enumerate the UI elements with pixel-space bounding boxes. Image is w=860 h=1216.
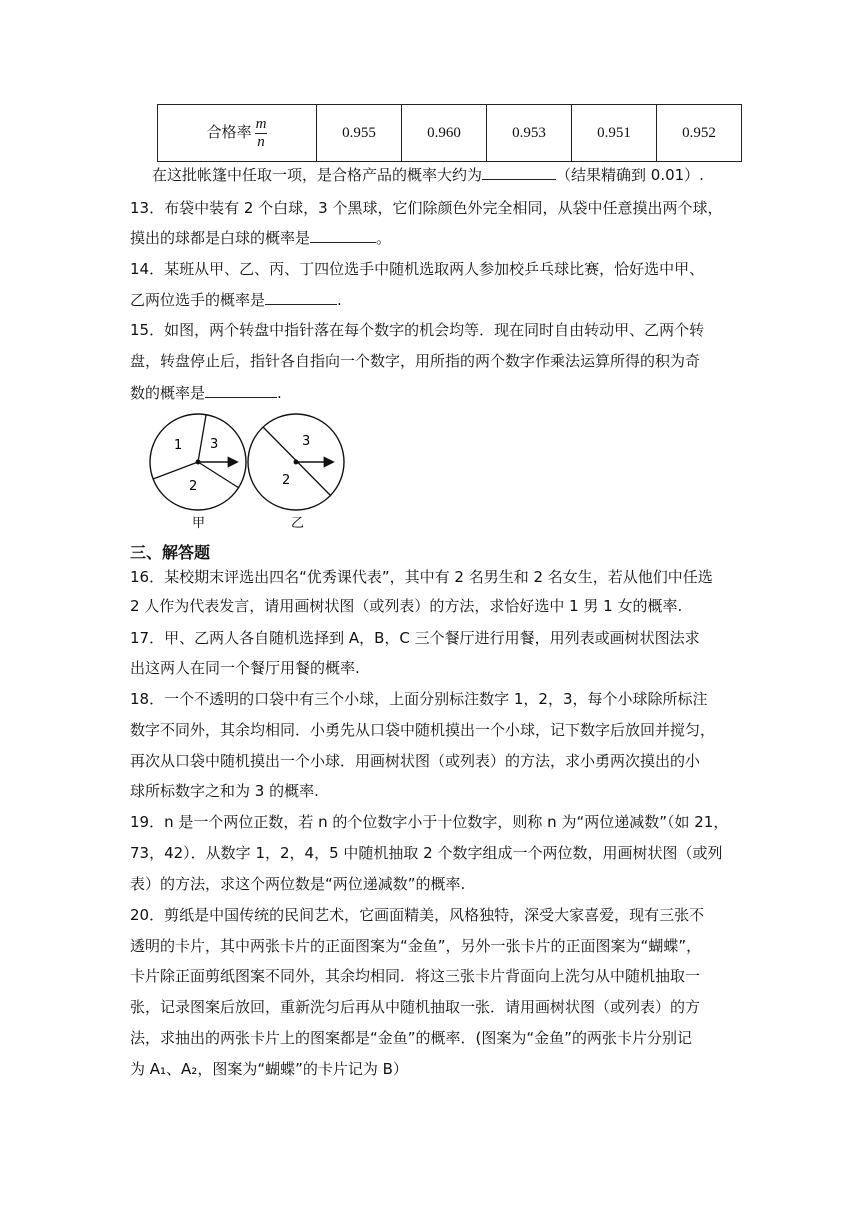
table-cell: 0.951 <box>572 105 657 162</box>
q18-line-2: 数字不同外，其余均相同．小勇先从口袋中随机摸出一个小球，记下数字后放回并搅匀， <box>130 721 716 739</box>
table-row <box>158 105 742 162</box>
q14-line-2: 乙两位选手的概率是 . <box>130 291 342 309</box>
spinner-jia-pivot <box>196 460 201 465</box>
q16-line-1: 16．某校期末评选出四名“优秀课代表”，其中有 2 名男生和 2 名女生，若从他们中任选 <box>130 568 713 586</box>
answer-blank[interactable] <box>265 289 337 305</box>
q18-line-3: 再次从口袋中随机摸出一个小球．用画树状图（或列表）的方法，求小勇两次摸出的小 <box>130 752 701 770</box>
q20-line-2: 透明的卡片，其中两张卡片的正面图案为“金鱼”，另外一张卡片的正面图案为“蝴蝶”， <box>130 937 702 955</box>
q20-line-4: 张，记录图案后放回，重新洗匀后再从中随机抽取一张．请用画树状图（或列表）的方 <box>130 998 701 1016</box>
q20-line-1: 20．剪纸是中国传统的民间艺术，它画面精美，风格独特，深受大家喜爱，现有三张不 <box>130 906 705 924</box>
q20-line-6: 为 A₁、A₂，图案为“蝴蝶”的卡片记为 B） <box>130 1060 408 1078</box>
q15-line-1: 15．如图，两个转盘中指针落在每个数字的机会均等．现在同时自由转动甲、乙两个转 <box>130 321 705 339</box>
q19-line-2: 73，42）．从数字 1，2，4，5 中随机抽取 2 个数字组成一个两位数，用画树状图（或列 <box>130 844 723 862</box>
spinner-yi-label: 乙 <box>291 516 305 531</box>
answer-blank[interactable] <box>310 227 376 243</box>
spinners-figure <box>146 412 366 534</box>
q18-line-1: 18．一个不透明的口袋中有三个小球，上面分别标注数字 1，2，3，每个小球除所标注 <box>130 690 708 708</box>
spinner-jia-divider <box>198 415 206 462</box>
q19-line-3: 表）的方法，求这个两位数是“两位递减数”的概率. <box>130 875 466 893</box>
pass-rate-label: 合格率 <box>206 124 252 141</box>
spinner-jia-divider <box>153 462 198 479</box>
q17-line-1: 17．甲、乙两人各自随机选择到 A，B，C 三个餐厅进行用餐，用列表或画树状图法求 <box>130 629 700 647</box>
spinner-jia <box>150 414 246 531</box>
q13-line-2: 摸出的球都是白球的概率是 。 <box>130 229 392 247</box>
q19-line-1: 19．n 是一个两位正数，若 n 的个位数字小于十位数字，则称 n 为“两位递减数”（如 21， <box>130 813 729 831</box>
spinner-yi <box>248 414 344 531</box>
spinner-jia-number-1: 1 <box>174 438 183 453</box>
q20-line-3: 卡片除正面剪纸图案不同外，其余均相同．将这三张卡片背面向上洗匀从中随机抽取一 <box>130 967 701 985</box>
table-cell: 0.952 <box>657 105 742 162</box>
table-cell: 0.953 <box>487 105 572 162</box>
table-cell: 0.960 <box>402 105 487 162</box>
m-over-n-fraction: $\frac{m}{n}$ <box>255 115 267 150</box>
spinner-jia-label: 甲 <box>192 516 206 531</box>
q15-line-2: 盘，转盘停止后，指针各自指向一个数字，用所指的两个数字作乘法运算所得的积为奇 <box>130 352 701 370</box>
answer-blank[interactable] <box>482 164 556 180</box>
spinner-yi-number-2: 2 <box>282 473 291 488</box>
q12-tail: 在这批帐篷中任取一项，是合格产品的概率大约为 （结果精确到 0.01）. <box>152 166 704 184</box>
spinner-jia-number-2: 2 <box>189 479 198 494</box>
q18-line-4: 球所标数字之和为 3 的概率. <box>130 782 319 800</box>
spinner-jia-divider <box>198 462 239 488</box>
q16-line-2: 2 人作为代表发言，请用画树状图（或列表）的方法，求恰好选中 1 男 1 女的概率. <box>130 597 683 615</box>
pass-rate-label-cell <box>158 105 317 162</box>
q15-line-3: 数的概率是 . <box>130 384 282 402</box>
answer-blank[interactable] <box>205 382 277 398</box>
spinner-yi-pivot <box>294 460 299 465</box>
table-cell: 0.955 <box>317 105 402 162</box>
q20-line-5: 法，求抽出的两张卡片上的图案都是“金鱼”的概率．(图案为“金鱼”的两张卡片分别记 <box>130 1029 692 1047</box>
q17-line-2: 出这两人在同一个餐厅用餐的概率. <box>130 659 360 677</box>
pass-rate-table <box>157 104 742 162</box>
spinner-yi-number-3: 3 <box>302 434 311 449</box>
q13-line-1: 13．布袋中装有 2 个白球，3 个黑球，它们除颜色外完全相同，从袋中任意摸出两个球， <box>130 199 723 217</box>
spinner-jia-number-3: 3 <box>210 437 219 452</box>
q14-line-1: 14．某班从甲、乙、丙、丁四位选手中随机选取两人参加校乒乓球比赛，恰好选中甲、 <box>130 260 705 278</box>
section-title: 三、解答题 <box>130 543 211 562</box>
